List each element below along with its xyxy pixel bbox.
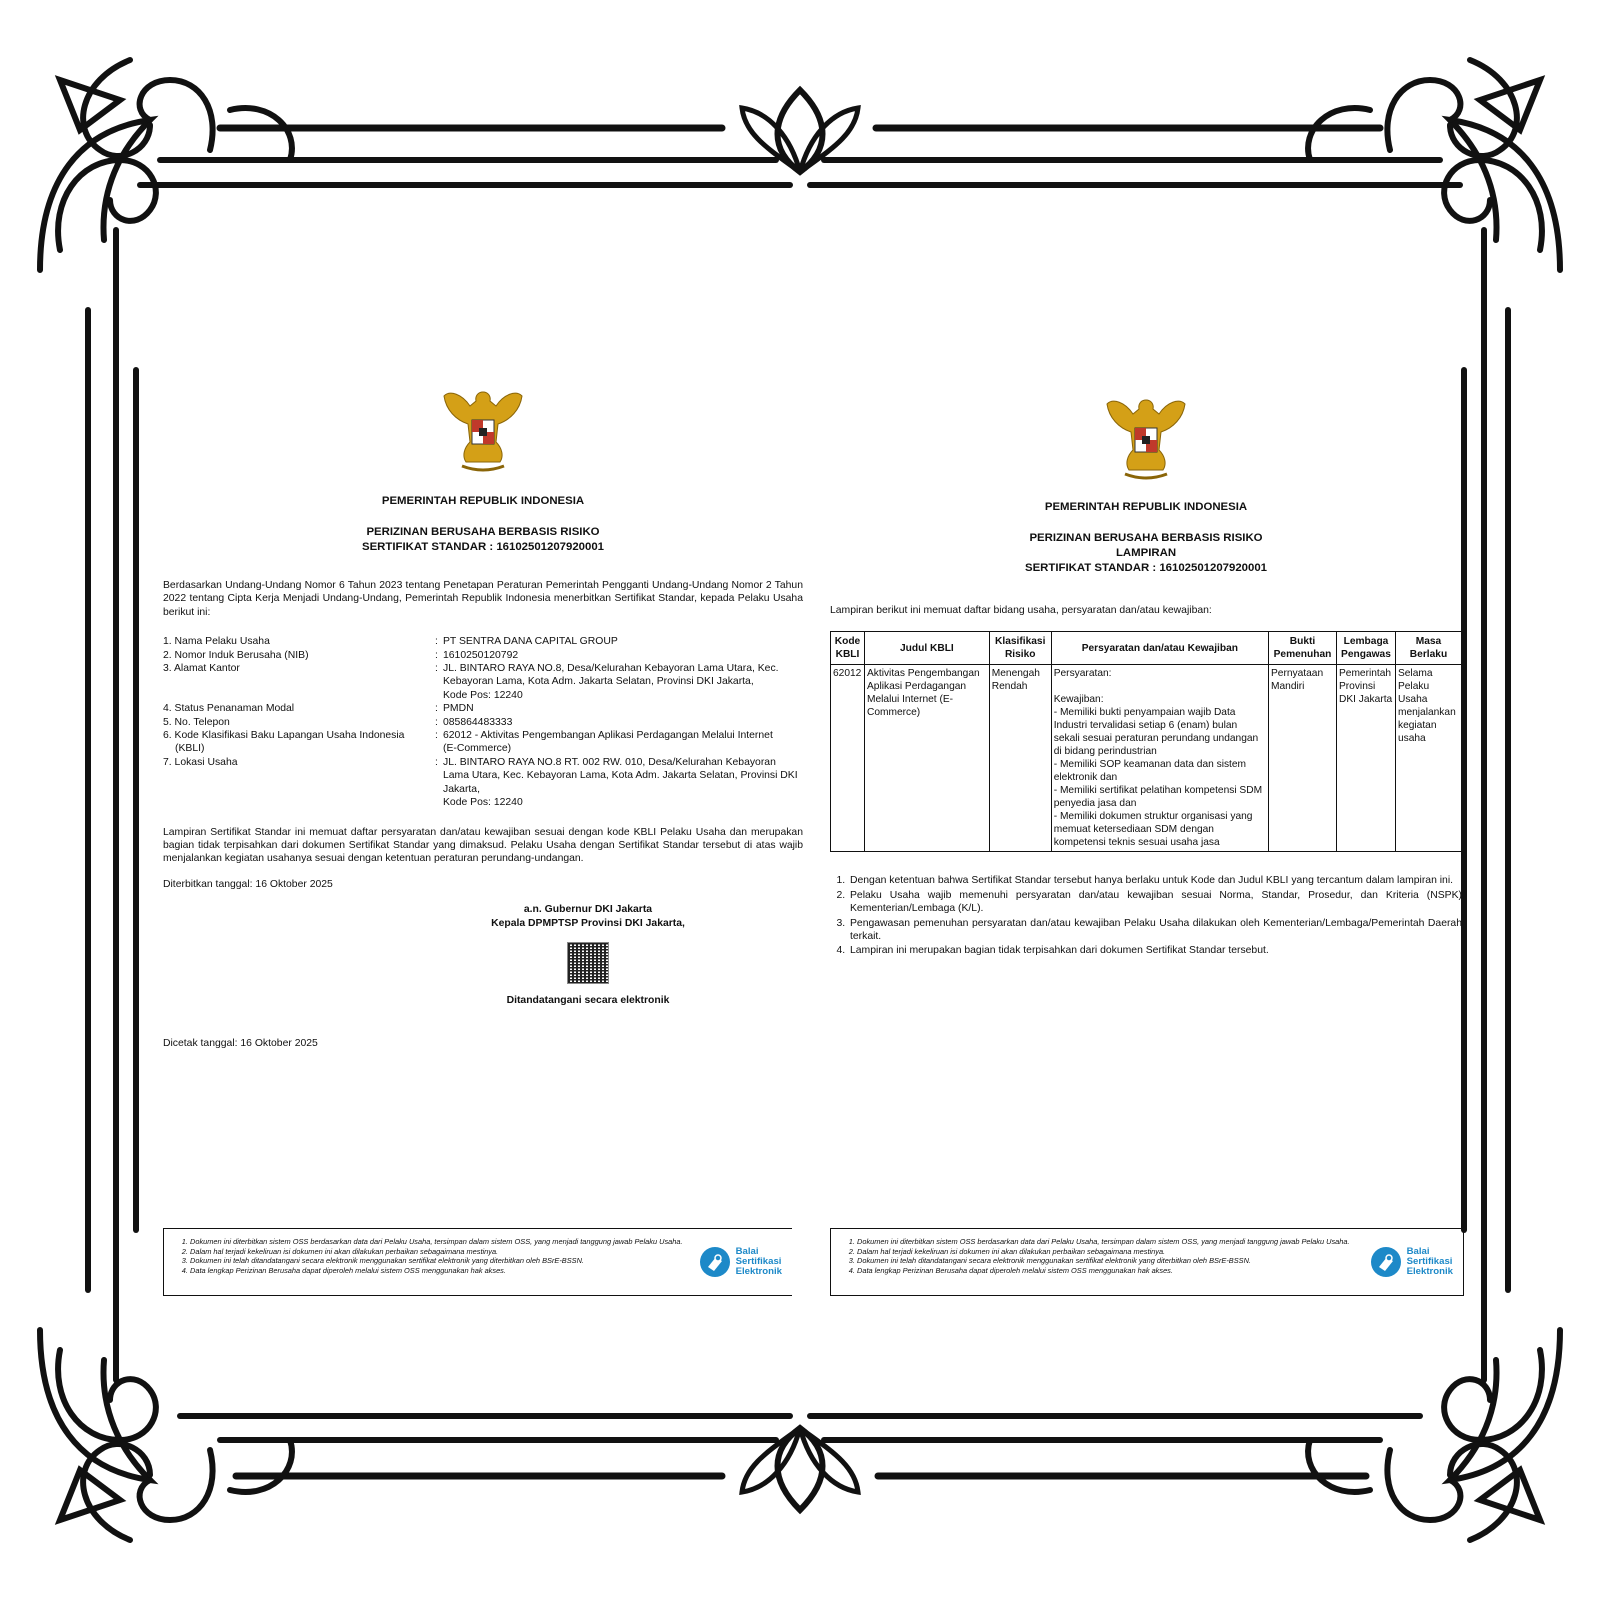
column-header: Kode KBLI xyxy=(831,632,865,665)
bsre-line: Balai xyxy=(1406,1246,1430,1257)
field-label-cont: (KBLI) xyxy=(175,743,205,755)
field-row xyxy=(163,716,803,729)
bsre-line: Sertifikasi xyxy=(735,1256,782,1267)
requirements-cell xyxy=(1051,665,1268,852)
business-details xyxy=(163,635,803,809)
field-row xyxy=(163,635,803,648)
field-row xyxy=(163,662,803,702)
garuda-pancasila-emblem xyxy=(440,384,526,476)
column-header: Bukti Pemenuhan xyxy=(1269,632,1337,665)
proof-cell: Pernyataan Mandiri xyxy=(1269,665,1337,852)
list-item: 4. Lampiran ini merupakan bagian tidak terpisahkan dari dokumen Sertifikat Standar tersebut. xyxy=(848,944,1462,957)
intro-paragraph: Berdasarkan Undang-Undang Nomor 6 Tahun 2023 tentang Penetapan Peraturan Pemerintah Pengganti Undang-Undang Nomor 2 Tahun 2022 tentang Cipta Kerja Menjadi Undang-Undang, Pemerintah Republik Indonesia menerbitkan Sertifikat Standar, kepada Pelaku Usaha berikut ini: xyxy=(163,580,803,618)
field-value: : JL. BINTARO RAYA NO.8 RT. 002 RW. 010, Desa/Kelurahan Kebayoran Lama Utara, Kec. Kebayoran Lama, Kota Adm. Jakarta Selatan, Provinsi DKI Jakarta, xyxy=(443,756,798,795)
obligation-item: - Memiliki SOP keamanan data dan sistem elektronik dan xyxy=(1053,759,1247,784)
signed-electronically: Ditandatangani secara elektronik xyxy=(506,994,670,1006)
field-value: : JL. BINTARO RAYA NO.8, Desa/Kelurahan Kebayoran Lama Utara, Kec. Kebayoran Lama, Kota Adm. Jakarta Selatan, Provinsi DKI Jakarta, xyxy=(443,663,779,688)
permit-title: PERIZINAN BERUSAHA BERBASIS RISIKO xyxy=(1029,532,1263,544)
attachment-notes xyxy=(830,874,1462,957)
kode-kbli-cell: 62012 xyxy=(831,665,865,852)
list-item: 2. Dalam hal terjadi kekeliruan isi dokumen ini akan dilakukan perbaikan sebagaimana mestinya. xyxy=(190,1247,690,1257)
bsre-line: Sertifikasi xyxy=(1406,1256,1453,1267)
list-item: 1. Dokumen ini diterbitkan sistem OSS berdasarkan data dari Pelaku Usaha, tersimpan dalam sistem OSS, yang menjadi tanggung jawab Pelaku Usaha. xyxy=(857,1237,1357,1247)
bsre-text xyxy=(1407,1247,1453,1277)
document-footer xyxy=(830,1228,1464,1296)
bsre-text xyxy=(736,1247,782,1277)
table-row xyxy=(831,665,1462,852)
field-row xyxy=(163,649,803,662)
bsre-line: Elektronik xyxy=(735,1266,782,1277)
field-row xyxy=(163,702,803,715)
field-row xyxy=(163,729,803,756)
field-value-block xyxy=(435,662,803,702)
government-title: PEMERINTAH REPUBLIK INDONESIA xyxy=(381,495,585,507)
list-item: 2. Dalam hal terjadi kekeliruan isi dokumen ini akan dilakukan perbaikan sebagaimana mestinya. xyxy=(857,1247,1357,1257)
bsre-line: Balai xyxy=(735,1246,759,1257)
list-item: 3. Pengawasan pemenuhan persyaratan dan/atau kewajiban Pelaku Usaha dilakukan oleh Kementerian/Lembaga/Pemerintah Daerah terkait. xyxy=(848,917,1462,944)
risk-classification-cell: Menengah Rendah xyxy=(989,665,1051,852)
certificate-page xyxy=(163,384,803,1051)
field-value-block xyxy=(435,729,803,756)
government-title: PEMERINTAH REPUBLIK INDONESIA xyxy=(1044,501,1248,513)
obligation-item: - Memiliki dokumen struktur organisasi yang memuat ketersediaan SDM dengan kompetensi teknis sesuai usaha jasa xyxy=(1053,811,1253,849)
obligation-item: - Memiliki bukti penyampaian wajib Data Industri tervalidasi setiap 6 (enam) bulan sekali sesuai peraturan perundang undangan di bidang perindustrian xyxy=(1053,707,1259,758)
kbli-table xyxy=(830,631,1462,852)
field-label: 3. Alamat Kantor xyxy=(163,663,240,675)
field-label: 4. Status Penanaman Modal xyxy=(163,703,295,715)
obligation-item: - Memiliki sertifikat pelatihan kompetensi SDM penyedia jasa dan xyxy=(1053,785,1263,810)
list-item: 1. Dokumen ini diterbitkan sistem OSS berdasarkan data dari Pelaku Usaha, tersimpan dalam sistem OSS, yang menjadi tanggung jawab Pelaku Usaha. xyxy=(190,1237,690,1247)
footer-notes xyxy=(831,1237,1357,1275)
printed-date: Dicetak tanggal: 16 Oktober 2025 xyxy=(163,1038,318,1050)
field-value: : PMDN xyxy=(435,702,803,715)
issued-date: Diterbitkan tanggal: 16 Oktober 2025 xyxy=(163,878,333,890)
field-label: 5. No. Telepon xyxy=(163,716,230,728)
field-value: : PT SENTRA DANA CAPITAL GROUP xyxy=(435,635,803,648)
signatory-line1: a.n. Gubernur DKI Jakarta xyxy=(523,904,653,916)
validity-cell: Selama Pelaku Usaha menjalankan kegiatan usaha xyxy=(1395,665,1461,852)
column-header: Klasifikasi Risiko xyxy=(989,632,1051,665)
intro-paragraph: Lampiran berikut ini memuat daftar bidang usaha, persyaratan dan/atau kewajiban: xyxy=(830,605,1212,616)
bsre-logo-icon xyxy=(1369,1245,1403,1279)
column-header: Persyaratan dan/atau Kewajiban xyxy=(1051,632,1268,665)
list-item: 1. Dengan ketentuan bahwa Sertifikat Standar tersebut hanya berlaku untuk Kode dan Judul KBLI yang tercantum dalam lampiran ini. xyxy=(848,874,1462,887)
permit-title: PERIZINAN BERUSAHA BERBASIS RISIKO xyxy=(366,526,600,538)
certificate-number: SERTIFIKAT STANDAR : 16102501207920001 xyxy=(1024,562,1268,574)
obligations-label: Kewajiban: xyxy=(1053,694,1104,706)
field-row xyxy=(163,756,803,810)
lampiran-paragraph: Lampiran Sertifikat Standar ini memuat daftar persyaratan dan/atau kewajiban sesuai dengan kode KBLI Pelaku Usaha dan merupakan bagian tidak terpisahkan dari dokumen Sertifikat Standar yang dimaksud. Pelaku Usaha dengan Sertifikat Standar tersebut di atas wajib menjalankan kegiatan usahanya sesuai dengan ketentuan peraturan perundang-undangan. xyxy=(163,826,803,865)
field-value-postcode: Kode Pos: 12240 xyxy=(443,797,523,809)
field-value-block xyxy=(435,756,803,810)
requirements-label: Persyaratan: xyxy=(1053,668,1112,680)
signatory-block xyxy=(463,903,713,1007)
column-header: Judul KBLI xyxy=(864,632,989,665)
field-value: : 1610250120792 xyxy=(435,649,803,662)
certificate-number: SERTIFIKAT STANDAR : 16102501207920001 xyxy=(361,541,605,553)
field-value-cont: (E-Commerce) xyxy=(443,743,512,755)
list-item: 3. Dokumen ini telah ditandatangani secara elektronik menggunakan sertifikat elektronik yang diterbitkan oleh BSrE-BSSN. xyxy=(190,1256,690,1266)
bsre-logo xyxy=(1369,1245,1453,1279)
attachment-page xyxy=(830,392,1462,959)
field-label: 2. Nomor Induk Berusaha (NIB) xyxy=(163,649,309,661)
list-item: 3. Dokumen ini telah ditandatangani secara elektronik menggunakan sertifikat elektronik yang diterbitkan oleh BSrE-BSSN. xyxy=(857,1256,1357,1266)
signatory-line2: Kepala DPMPTSP Provinsi DKI Jakarta, xyxy=(491,917,685,929)
field-label: 6. Kode Klasifikasi Baku Lapangan Usaha Indonesia xyxy=(163,730,405,742)
bsre-line: Elektronik xyxy=(1406,1266,1453,1277)
attachment-title: LAMPIRAN xyxy=(1115,547,1177,559)
garuda-pancasila-emblem xyxy=(1103,392,1189,484)
list-item: 4. Data lengkap Perizinan Berusaha dapat diperoleh melalui sistem OSS menggunakan hak akses. xyxy=(857,1266,1357,1276)
field-label: 7. Lokasi Usaha xyxy=(163,756,238,768)
field-label-block xyxy=(163,729,435,756)
column-header: Lembaga Pengawas xyxy=(1336,632,1395,665)
field-value: : 62012 - Aktivitas Pengembangan Aplikasi Perdagangan Melalui Internet xyxy=(443,730,773,742)
document-footer xyxy=(163,1228,792,1296)
list-item: 2. Pelaku Usaha wajib memenuhi persyaratan dan/atau kewajiban sesuai Norma, Standar, Prosedur, dan Kriteria (NSPK) Kementerian/Lembaga (K/L). xyxy=(848,889,1462,916)
bsre-logo-icon xyxy=(698,1245,732,1279)
bsre-logo xyxy=(698,1245,782,1279)
column-header: Masa Berlaku xyxy=(1395,632,1461,665)
judul-kbli-cell: Aktivitas Pengembangan Aplikasi Perdagangan Melalui Internet (E-Commerce) xyxy=(864,665,989,852)
qr-code-icon xyxy=(567,942,609,984)
supervisor-cell: Pemerintah Provinsi DKI Jakarta xyxy=(1336,665,1395,852)
field-value-postcode: Kode Pos: 12240 xyxy=(443,689,523,701)
field-label: 1. Nama Pelaku Usaha xyxy=(163,636,270,648)
field-value: : 085864483333 xyxy=(435,716,803,729)
table-header-row xyxy=(831,632,1462,665)
list-item: 4. Data lengkap Perizinan Berusaha dapat diperoleh melalui sistem OSS menggunakan hak akses. xyxy=(190,1266,690,1276)
footer-notes xyxy=(164,1237,690,1275)
